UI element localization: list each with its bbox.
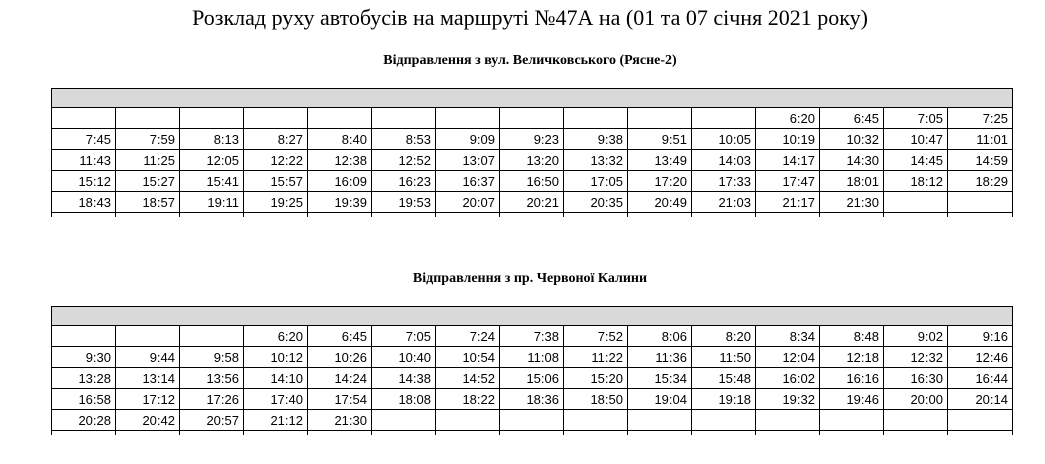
stub-cell — [244, 431, 308, 436]
departure-time-cell: 16:16 — [820, 368, 884, 389]
departure-time-cell: 12:46 — [948, 347, 1013, 368]
departure-time-cell: 17:12 — [116, 389, 180, 410]
departure-time-cell — [500, 410, 564, 431]
departure-time-cell: 9:38 — [564, 129, 628, 150]
stub-cell — [884, 431, 948, 436]
departure-time-cell: 11:43 — [52, 150, 116, 171]
departure-time-cell: 14:45 — [884, 150, 948, 171]
departure-time-cell: 14:30 — [820, 150, 884, 171]
departure-time-cell: 9:23 — [500, 129, 564, 150]
departure-time-cell: 10:26 — [308, 347, 372, 368]
departure-time-cell: 12:32 — [884, 347, 948, 368]
departure-time-cell: 13:28 — [52, 368, 116, 389]
departure-time-cell: 18:29 — [948, 171, 1013, 192]
stub-cell — [52, 431, 116, 436]
departure-time-cell: 19:32 — [756, 389, 820, 410]
departure-time-cell: 15:20 — [564, 368, 628, 389]
departure-time-cell: 19:39 — [308, 192, 372, 213]
stub-cell — [436, 213, 500, 218]
table-row-stub — [52, 431, 1013, 436]
departure-time-cell — [884, 192, 948, 213]
departure-time-cell: 18:12 — [884, 171, 948, 192]
departure-time-cell: 16:44 — [948, 368, 1013, 389]
stub-cell — [116, 213, 180, 218]
departure-time-cell — [52, 326, 116, 347]
departure-time-cell: 9:02 — [884, 326, 948, 347]
departure-time-cell: 12:18 — [820, 347, 884, 368]
departure-time-cell: 18:08 — [372, 389, 436, 410]
departure-time-cell: 10:19 — [756, 129, 820, 150]
table-row-stub — [52, 213, 1013, 218]
departure-time-cell — [52, 108, 116, 129]
departure-time-cell: 21:17 — [756, 192, 820, 213]
departure-time-cell: 8:53 — [372, 129, 436, 150]
stub-cell — [500, 431, 564, 436]
departure-time-cell — [756, 410, 820, 431]
departure-time-cell: 16:09 — [308, 171, 372, 192]
departure-time-cell: 20:07 — [436, 192, 500, 213]
departure-time-cell: 16:23 — [372, 171, 436, 192]
departure-time-cell: 8:34 — [756, 326, 820, 347]
departure-time-cell: 9:44 — [116, 347, 180, 368]
departure-time-cell: 6:20 — [756, 108, 820, 129]
departure-time-cell: 16:02 — [756, 368, 820, 389]
departure-time-cell: 8:27 — [244, 129, 308, 150]
section-heading-chervonoi-kalyny: Відправлення з пр. Червоної Калини — [412, 271, 648, 286]
departure-time-cell — [948, 410, 1013, 431]
departure-time-cell — [564, 410, 628, 431]
departure-time-cell — [116, 326, 180, 347]
header-band-cell — [52, 89, 1013, 108]
table-row — [52, 108, 1013, 129]
table-row — [52, 347, 1013, 368]
departure-time-cell: 7:24 — [436, 326, 500, 347]
table-header-band — [52, 307, 1013, 326]
departure-time-cell: 19:18 — [692, 389, 756, 410]
departure-time-cell: 6:45 — [308, 326, 372, 347]
departure-time-cell: 16:30 — [884, 368, 948, 389]
departure-time-cell: 14:03 — [692, 150, 756, 171]
departure-time-cell: 10:12 — [244, 347, 308, 368]
departure-time-cell: 9:30 — [52, 347, 116, 368]
departure-time-cell: 13:56 — [180, 368, 244, 389]
stub-cell — [628, 213, 692, 218]
departure-time-cell: 8:06 — [628, 326, 692, 347]
table-row — [52, 368, 1013, 389]
departure-time-cell: 20:35 — [564, 192, 628, 213]
departure-time-cell: 10:05 — [692, 129, 756, 150]
departure-time-cell — [372, 410, 436, 431]
departure-time-cell: 6:20 — [244, 326, 308, 347]
stub-cell — [308, 213, 372, 218]
departure-time-cell: 19:04 — [628, 389, 692, 410]
departure-time-cell — [372, 108, 436, 129]
departure-time-cell: 11:36 — [628, 347, 692, 368]
stub-cell — [180, 431, 244, 436]
departure-time-cell: 13:14 — [116, 368, 180, 389]
departure-time-cell: 9:16 — [948, 326, 1013, 347]
departure-time-cell: 21:03 — [692, 192, 756, 213]
departure-time-cell: 12:22 — [244, 150, 308, 171]
stub-cell — [692, 431, 756, 436]
stub-cell — [500, 213, 564, 218]
departure-time-cell: 16:58 — [52, 389, 116, 410]
departure-time-cell: 8:13 — [180, 129, 244, 150]
departure-time-cell: 17:33 — [692, 171, 756, 192]
stub-cell — [564, 431, 628, 436]
departure-time-cell: 15:48 — [692, 368, 756, 389]
departure-time-cell: 20:49 — [628, 192, 692, 213]
departure-time-cell: 10:54 — [436, 347, 500, 368]
departure-time-cell: 9:09 — [436, 129, 500, 150]
departure-time-cell: 15:57 — [244, 171, 308, 192]
departure-time-cell: 20:57 — [180, 410, 244, 431]
departure-time-cell: 9:51 — [628, 129, 692, 150]
stub-cell — [372, 431, 436, 436]
header-band-cell — [52, 307, 1013, 326]
schedule-table-velychkovskoho — [51, 88, 1013, 217]
stub-cell — [756, 213, 820, 218]
departure-time-cell: 18:57 — [116, 192, 180, 213]
departure-time-cell: 18:22 — [436, 389, 500, 410]
departure-time-cell: 20:00 — [884, 389, 948, 410]
departure-time-cell: 10:47 — [884, 129, 948, 150]
departure-time-cell: 19:25 — [244, 192, 308, 213]
departure-time-cell: 17:47 — [756, 171, 820, 192]
departure-time-cell: 14:38 — [372, 368, 436, 389]
departure-time-cell: 11:25 — [116, 150, 180, 171]
departure-time-cell: 16:37 — [436, 171, 500, 192]
departure-time-cell: 12:52 — [372, 150, 436, 171]
departure-time-cell: 12:05 — [180, 150, 244, 171]
departure-time-cell: 11:01 — [948, 129, 1013, 150]
departure-time-cell: 18:50 — [564, 389, 628, 410]
departure-time-cell: 13:49 — [628, 150, 692, 171]
departure-time-cell: 15:06 — [500, 368, 564, 389]
departure-time-cell — [180, 326, 244, 347]
page-title: Розклад руху автобусів на маршруті №47А на (01 та 07 січня 2021 року) — [192, 5, 868, 30]
departure-time-cell: 13:07 — [436, 150, 500, 171]
stub-cell — [692, 213, 756, 218]
departure-time-cell: 7:59 — [116, 129, 180, 150]
departure-time-cell — [884, 410, 948, 431]
stub-cell — [372, 213, 436, 218]
departure-time-cell: 7:45 — [52, 129, 116, 150]
table-row — [52, 129, 1013, 150]
departure-time-cell: 11:50 — [692, 347, 756, 368]
departure-time-cell — [692, 410, 756, 431]
departure-time-cell: 7:25 — [948, 108, 1013, 129]
table-row — [52, 389, 1013, 410]
departure-time-cell: 10:40 — [372, 347, 436, 368]
departure-time-cell: 20:42 — [116, 410, 180, 431]
departure-time-cell: 10:32 — [820, 129, 884, 150]
departure-time-cell: 7:52 — [564, 326, 628, 347]
table-row — [52, 150, 1013, 171]
stub-cell — [948, 431, 1013, 436]
departure-time-cell: 7:05 — [372, 326, 436, 347]
departure-time-cell: 14:59 — [948, 150, 1013, 171]
departure-time-cell: 14:52 — [436, 368, 500, 389]
table-row — [52, 192, 1013, 213]
stub-cell — [948, 213, 1013, 218]
departure-time-cell: 19:46 — [820, 389, 884, 410]
departure-time-cell — [820, 410, 884, 431]
departure-time-cell: 17:26 — [180, 389, 244, 410]
departure-time-cell: 18:36 — [500, 389, 564, 410]
departure-time-cell: 15:12 — [52, 171, 116, 192]
departure-time-cell: 21:12 — [244, 410, 308, 431]
departure-time-cell: 21:30 — [308, 410, 372, 431]
stub-cell — [436, 431, 500, 436]
stub-cell — [756, 431, 820, 436]
stub-cell — [244, 213, 308, 218]
departure-time-cell — [308, 108, 372, 129]
departure-time-cell: 19:11 — [180, 192, 244, 213]
stub-cell — [564, 213, 628, 218]
departure-time-cell: 17:40 — [244, 389, 308, 410]
departure-time-cell: 14:10 — [244, 368, 308, 389]
stub-cell — [52, 213, 116, 218]
table-header-band — [52, 89, 1013, 108]
departure-time-cell — [244, 108, 308, 129]
departure-time-cell — [948, 192, 1013, 213]
departure-time-cell — [500, 108, 564, 129]
departure-time-cell: 18:43 — [52, 192, 116, 213]
departure-time-cell: 7:38 — [500, 326, 564, 347]
departure-time-cell: 13:20 — [500, 150, 564, 171]
departure-time-cell: 14:17 — [756, 150, 820, 171]
departure-time-cell: 14:24 — [308, 368, 372, 389]
departure-time-cell — [628, 108, 692, 129]
departure-time-cell: 20:21 — [500, 192, 564, 213]
stub-cell — [180, 213, 244, 218]
departure-time-cell: 15:41 — [180, 171, 244, 192]
departure-time-cell: 19:53 — [372, 192, 436, 213]
departure-time-cell: 9:58 — [180, 347, 244, 368]
departure-time-cell: 7:05 — [884, 108, 948, 129]
departure-time-cell: 11:22 — [564, 347, 628, 368]
departure-time-cell: 21:30 — [820, 192, 884, 213]
stub-cell — [820, 431, 884, 436]
section-heading-velychkovskoho: Відправлення з вул. Величковського (Рясне-2) — [383, 53, 677, 68]
departure-time-cell: 20:28 — [52, 410, 116, 431]
departure-time-cell: 8:20 — [692, 326, 756, 347]
departure-time-cell: 18:01 — [820, 171, 884, 192]
departure-time-cell: 15:34 — [628, 368, 692, 389]
departure-time-cell — [436, 410, 500, 431]
table-row — [52, 410, 1013, 431]
table-row — [52, 326, 1013, 347]
departure-time-cell: 17:05 — [564, 171, 628, 192]
table-row — [52, 171, 1013, 192]
stub-cell — [116, 431, 180, 436]
schedule-table-chervonoi-kalyny — [51, 306, 1013, 435]
departure-time-cell — [692, 108, 756, 129]
stub-cell — [884, 213, 948, 218]
departure-time-cell: 11:08 — [500, 347, 564, 368]
departure-time-cell: 20:14 — [948, 389, 1013, 410]
departure-time-cell: 15:27 — [116, 171, 180, 192]
stub-cell — [820, 213, 884, 218]
departure-time-cell: 13:32 — [564, 150, 628, 171]
departure-time-cell: 17:20 — [628, 171, 692, 192]
departure-time-cell: 17:54 — [308, 389, 372, 410]
departure-time-cell — [436, 108, 500, 129]
departure-time-cell: 12:04 — [756, 347, 820, 368]
stub-cell — [308, 431, 372, 436]
departure-time-cell: 12:38 — [308, 150, 372, 171]
departure-time-cell: 8:40 — [308, 129, 372, 150]
departure-time-cell: 6:45 — [820, 108, 884, 129]
departure-time-cell: 8:48 — [820, 326, 884, 347]
departure-time-cell: 16:50 — [500, 171, 564, 192]
departure-time-cell — [564, 108, 628, 129]
departure-time-cell — [116, 108, 180, 129]
departure-time-cell — [180, 108, 244, 129]
departure-time-cell — [628, 410, 692, 431]
stub-cell — [628, 431, 692, 436]
